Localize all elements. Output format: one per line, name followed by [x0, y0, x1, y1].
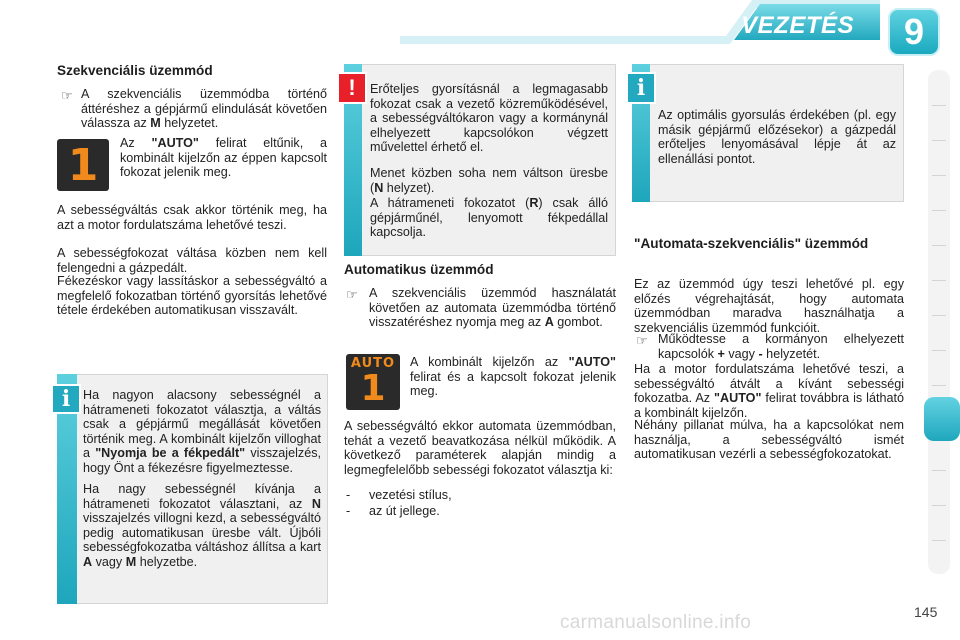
info-icon: i	[626, 72, 656, 104]
warning-text: Menet közben soha nem váltson üresbe (N helyzet).	[370, 166, 608, 195]
tab-divider	[932, 505, 946, 506]
bullet-text: A szekvenciális üzemmódba történő áttéréshez a gépjármű elindulását követően válassza az M helyzetet.	[81, 87, 327, 131]
warning-text: A hátrameneti fokozatot (R) csak álló gépjárműnél, lenyomott fékpedállal kapcsolja.	[370, 196, 608, 240]
section-title-sequential: Szekvenciális üzemmód	[57, 63, 213, 78]
tab-divider	[932, 315, 946, 316]
bullet-text: A szekvenciális üzemmód használatát követően az automata üzemmódba történő visszatéréshez nyomja meg az A gombot.	[369, 286, 616, 330]
warning-icon: !	[337, 72, 367, 104]
info-text: Ha nagyon alacsony sebességnél a hátrameneti fokozatot választja, a váltás csak a gépjármű megállását követően történik meg. A kombinált kijelzőn villoghat a "Nyomja be a fékpedált" visszajelzés, hogy Önt a fékezésre figyelmeztesse.	[83, 388, 322, 475]
watermark: carmanualsonline.info	[560, 612, 752, 633]
tab-divider	[932, 280, 946, 281]
display-manual-icon	[57, 139, 109, 191]
paragraph: Fékezéskor vagy lassításkor a sebességváltó a megfelelő fokozatban történő gyorsítás lehetővé tétele érdekében automatikusan visszavált.	[57, 274, 327, 318]
tab-divider	[932, 385, 946, 386]
display-description: Az "AUTO" felirat eltűnik, a kombinált kijelzőn az éppen kapcsolt fokozat jelenik meg.	[120, 136, 327, 180]
list-item: az út jellege.	[369, 504, 440, 518]
list-dash: -	[346, 504, 351, 518]
info-icon: i	[51, 384, 81, 414]
tab-divider	[932, 105, 946, 106]
tab-divider	[932, 175, 946, 176]
bullet-hand-icon: ☞	[636, 333, 648, 348]
tab-divider	[932, 210, 946, 211]
gear-digit: 1	[360, 368, 386, 409]
tab-divider	[932, 350, 946, 351]
paragraph: Néhány pillanat múlva, ha a kapcsolókat nem használja, a sebességváltó ismét automatikusan vezérli a sebességfokozatokat.	[634, 418, 904, 462]
paragraph: A sebességfokozat váltása közben nem kell felengedni a gázpedált.	[57, 246, 327, 275]
tab-divider	[932, 245, 946, 246]
bullet-text: Működtesse a kormányon elhelyezett kapcsolók + vagy - helyzetét.	[658, 332, 904, 361]
list-dash: -	[346, 488, 351, 502]
display-auto-icon	[346, 354, 400, 410]
tab-divider	[932, 470, 946, 471]
paragraph: A sebességváltás csak akkor történik meg, ha azt a motor fordulatszáma lehetővé teszi.	[57, 203, 327, 232]
info-text: Ha nagy sebességnél kívánja a hátrameneti fokozatot választani, az N visszajelzés villogni kezd, a sebességváltó pedig automatikusan üresbe vált. Újbóli sebességfokozatba váltáshoz állítsa a kart A vagy M helyzetbe.	[83, 482, 321, 569]
warning-text: Erőteljes gyorsításnál a legmagasabb fokozat csak a vezető közreműködésével, a sebességváltókaron vagy a kormánynál elhelyezett kapcsolókon végzett művelettel érhető el.	[370, 82, 608, 155]
paragraph: Ez az üzemmód úgy teszi lehetővé pl. egy előzés végrehajtását, hogy automata üzemmódban maradva használhatja a szekvenciális üzemmód funkcióit.	[634, 277, 904, 335]
list-item: vezetési stílus,	[369, 488, 452, 502]
gear-digit: 1	[67, 140, 99, 191]
bullet-hand-icon: ☞	[346, 287, 358, 302]
page-title: VEZETÉS	[741, 12, 854, 39]
auto-word: AUTO	[350, 356, 396, 371]
chapter-number: 9	[903, 11, 925, 52]
tab-divider	[932, 540, 946, 541]
section-title-automatic: Automatikus üzemmód	[344, 262, 494, 277]
bullet-hand-icon: ☞	[61, 88, 73, 103]
page-number: 145	[914, 604, 938, 620]
display-description: A kombinált kijelzőn az "AUTO" felirat és a kapcsolt fokozat jelenik meg.	[410, 355, 616, 399]
section-title-auto-sequential: "Automata-szekvenciális" üzemmód	[634, 236, 869, 251]
chapter-tab-strip	[928, 70, 950, 574]
paragraph: A sebességváltó ekkor automata üzemmódban, tehát a vezető beavatkozása nélkül működik. A következő paraméterek alapján mindig a legmegfelelőbb sebességi fokozatot választja ki:	[344, 419, 616, 477]
paragraph: Ha a motor fordulatszáma lehetővé teszi, a sebességváltó átvált a kívánt sebességi fokozatba. Az "AUTO" felirat továbbra is látható a kombinált kijelzőn.	[634, 362, 904, 420]
tab-divider	[932, 140, 946, 141]
info-text: Az optimális gyorsulás érdekében (pl. egy másik gépjármű előzésekor) a gázpedál erőteljes lenyomásával lépje át az ellenállási pontot.	[658, 108, 896, 166]
chapter-tab-active[interactable]	[924, 397, 960, 441]
